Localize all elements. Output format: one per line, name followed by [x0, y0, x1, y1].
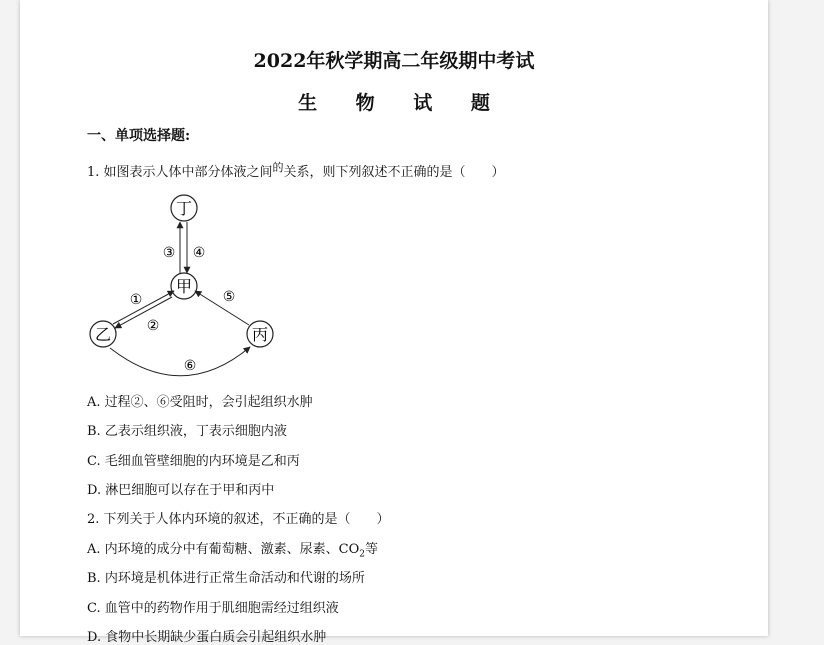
arrow-1 [113, 291, 174, 324]
body-fluid-diagram [70, 190, 330, 380]
question-2-option-d: D. 食物中长期缺少蛋白质会引起组织水肿 [87, 630, 327, 645]
question-1-option-d: D. 淋巴细胞可以存在于甲和丙中 [87, 483, 275, 498]
node-jia-label: 甲 [175, 277, 193, 296]
question-2-option-a [87, 538, 378, 560]
label-6: ⑥ [183, 358, 197, 374]
question-1 [87, 161, 505, 180]
document-page [20, 0, 768, 645]
question-2-option-a-text: A. 内环境的成分中有葡萄糖、激素、尿素、CO [87, 542, 360, 557]
section-heading: 一、单项选择题: [87, 128, 191, 144]
question-1-option-b: B. 乙表示组织液，丁表示细胞内液 [87, 424, 287, 439]
label-2: ② [146, 318, 160, 334]
question-2-option-c: C. 血管中的药物作用于肌细胞需经过组织液 [87, 601, 339, 616]
node-yi-label: 乙 [94, 325, 112, 344]
arrow-2 [115, 297, 172, 328]
node-bing-label: 丙 [251, 325, 269, 344]
question-2-option-a-tail: 等 [365, 542, 379, 557]
label-4: ④ [192, 245, 206, 261]
question-1-option-c: C. 毛细血管壁细胞的内环境是乙和丙 [87, 454, 300, 469]
node-ding-label: 丁 [175, 199, 193, 218]
question-1-text-sup: 的 [272, 161, 284, 174]
label-1: ① [129, 292, 143, 308]
exam-title: 2022年秋学期高二年级期中考试 [253, 50, 535, 72]
question-1-text-b: 关系，则下列叙述不正确的是（ ） [283, 165, 505, 180]
arrow-6 [110, 347, 250, 376]
question-1-option-a: A. 过程②、⑥受阻时，会引起组织水肿 [87, 395, 313, 410]
exam-subject: 生 物 试 题 [298, 92, 506, 114]
question-1-text-a: 1. 如图表示人体中部分体液之间 [87, 165, 273, 180]
label-3: ③ [162, 245, 176, 261]
question-2-option-b: B. 内环境是机体进行正常生命活动和代谢的场所 [87, 571, 365, 586]
co2-subscript: 2 [359, 549, 365, 560]
label-5: ⑤ [222, 289, 236, 305]
question-2: 2. 下列关于人体内环境的叙述，不正确的是（ ） [87, 512, 390, 527]
